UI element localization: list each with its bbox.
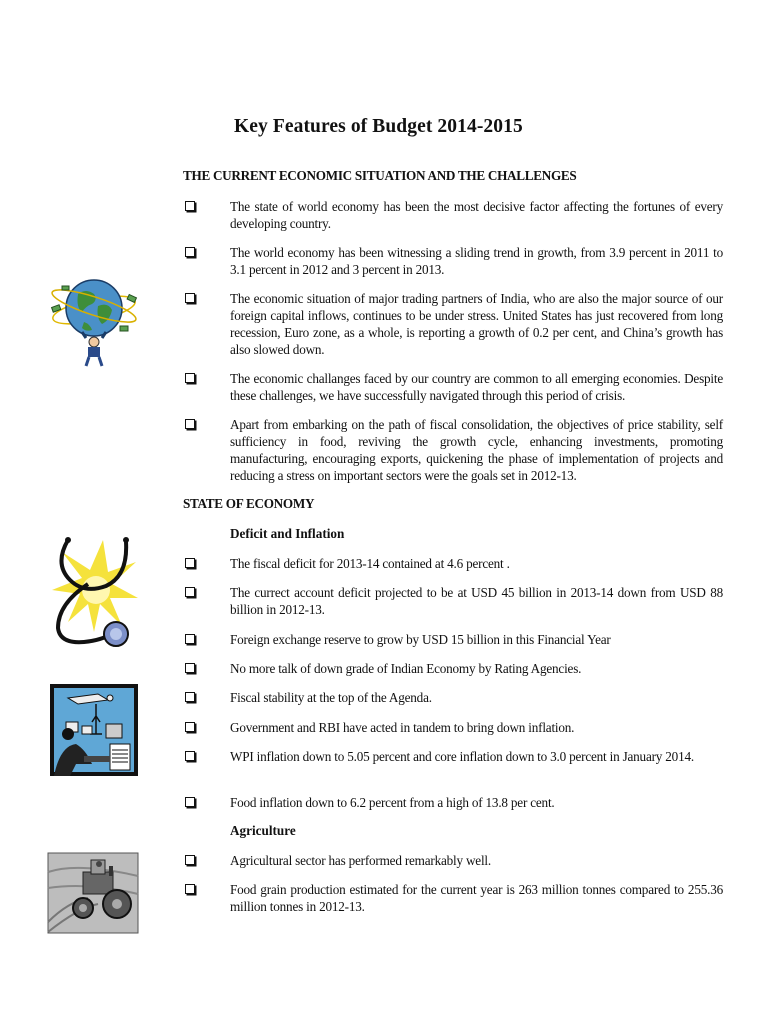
checkbox-bullet-icon [185, 247, 195, 257]
section-heading-state-of-economy: STATE OF ECONOMY [183, 496, 315, 511]
page-title: Key Features of Budget 2014-2015 [234, 116, 523, 137]
bullet-text: The state of world economy has been the most decisive factor affecting the fortunes of every developing country. [230, 199, 723, 231]
bullet-item [183, 660, 723, 677]
bullet-item [183, 584, 723, 618]
bullet-item [183, 290, 723, 358]
checkbox-bullet-icon [185, 293, 195, 303]
bullet-text: The world economy has been witnessing a sliding trend in growth, from 3.9 percent in 2011 to 3.1 percent in 2012 and 3 percent in 2013. [230, 245, 723, 277]
bullet-text: Foreign exchange reserve to grow by USD 15 billion in this Financial Year [230, 632, 611, 647]
checkbox-bullet-icon [185, 751, 195, 761]
bullet-text: Fiscal stability at the top of the Agenda. [230, 690, 432, 705]
bullet-text: Apart from embarking on the path of fiscal consolidation, the objectives of price stability, self sufficiency in food, reviving the growth cycle, enhancing investments, promoting manufacturing, encouraging exports, quickening the phase of implementation of projects and reducing a stress on important sectors were the goals set in 2012-13. [230, 417, 723, 483]
bullet-item [183, 689, 723, 706]
bullet-text: Agricultural sector has performed remarkably well. [230, 853, 491, 868]
checkbox-bullet-icon [185, 722, 195, 732]
bullet-text: The economic situation of major trading partners of India, who are also the major source of our foreign capital inflows, continues to be under stress. United States has just recovered from long recession, Euro zone, as a whole, is reporting a growth of 0.2 per cent, and China’s growth has also slowed down. [230, 291, 723, 357]
checkbox-bullet-icon [185, 419, 195, 429]
checkbox-bullet-icon [185, 587, 195, 597]
bullet-text: WPI inflation down to 5.05 percent and core inflation down to 3.0 percent in January 2014. [230, 749, 694, 764]
bullet-text: The fiscal deficit for 2013-14 contained at 4.6 percent . [230, 556, 510, 571]
bullet-item [183, 370, 723, 404]
bullet-item [183, 852, 723, 869]
bullet-text: The economic challanges faced by our country are common to all emerging economies. Despite these challenges, we have successfully navigated through this period of crisis. [230, 371, 723, 403]
bullet-item [183, 631, 723, 648]
bullet-item [183, 794, 723, 811]
bullet-item [183, 555, 723, 572]
bullet-item [183, 719, 723, 736]
checkbox-bullet-icon [185, 663, 195, 673]
checkbox-bullet-icon [185, 797, 195, 807]
bullet-item [183, 416, 723, 484]
stethoscope-clipart-icon [48, 532, 138, 656]
bullet-text: The currect account deficit projected to be at USD 45 billion in 2013-14 down from USD 88 billion in 2012-13. [230, 585, 723, 617]
tractor-agriculture-clipart-icon [47, 852, 139, 934]
subheading-deficit-inflation: Deficit and Inflation [230, 526, 345, 541]
checkbox-bullet-icon [185, 201, 195, 211]
checkbox-bullet-icon [185, 855, 195, 865]
bullet-item [183, 198, 723, 232]
checkbox-bullet-icon [185, 634, 195, 644]
checkbox-bullet-icon [185, 692, 195, 702]
bullet-text: Food inflation down to 6.2 percent from a high of 13.8 per cent. [230, 795, 555, 810]
subheading-agriculture: Agriculture [230, 823, 296, 838]
checkbox-bullet-icon [185, 884, 195, 894]
globe-man-clipart-icon [48, 276, 140, 368]
section-heading-economic-situation: THE CURRENT ECONOMIC SITUATION AND THE CHALLENGES [183, 168, 577, 183]
checkbox-bullet-icon [185, 373, 195, 383]
bullet-item [183, 748, 723, 765]
bullet-item [183, 244, 723, 278]
bullet-text: Government and RBI have acted in tandem to bring down inflation. [230, 720, 575, 735]
bullet-item [183, 881, 723, 915]
satellite-communication-clipart-icon [48, 682, 140, 778]
checkbox-bullet-icon [185, 558, 195, 568]
bullet-text: Food grain production estimated for the current year is 263 million tonnes compared to 255.36 million tonnes in 2012-13. [230, 882, 723, 914]
bullet-text: No more talk of down grade of Indian Economy by Rating Agencies. [230, 661, 582, 676]
